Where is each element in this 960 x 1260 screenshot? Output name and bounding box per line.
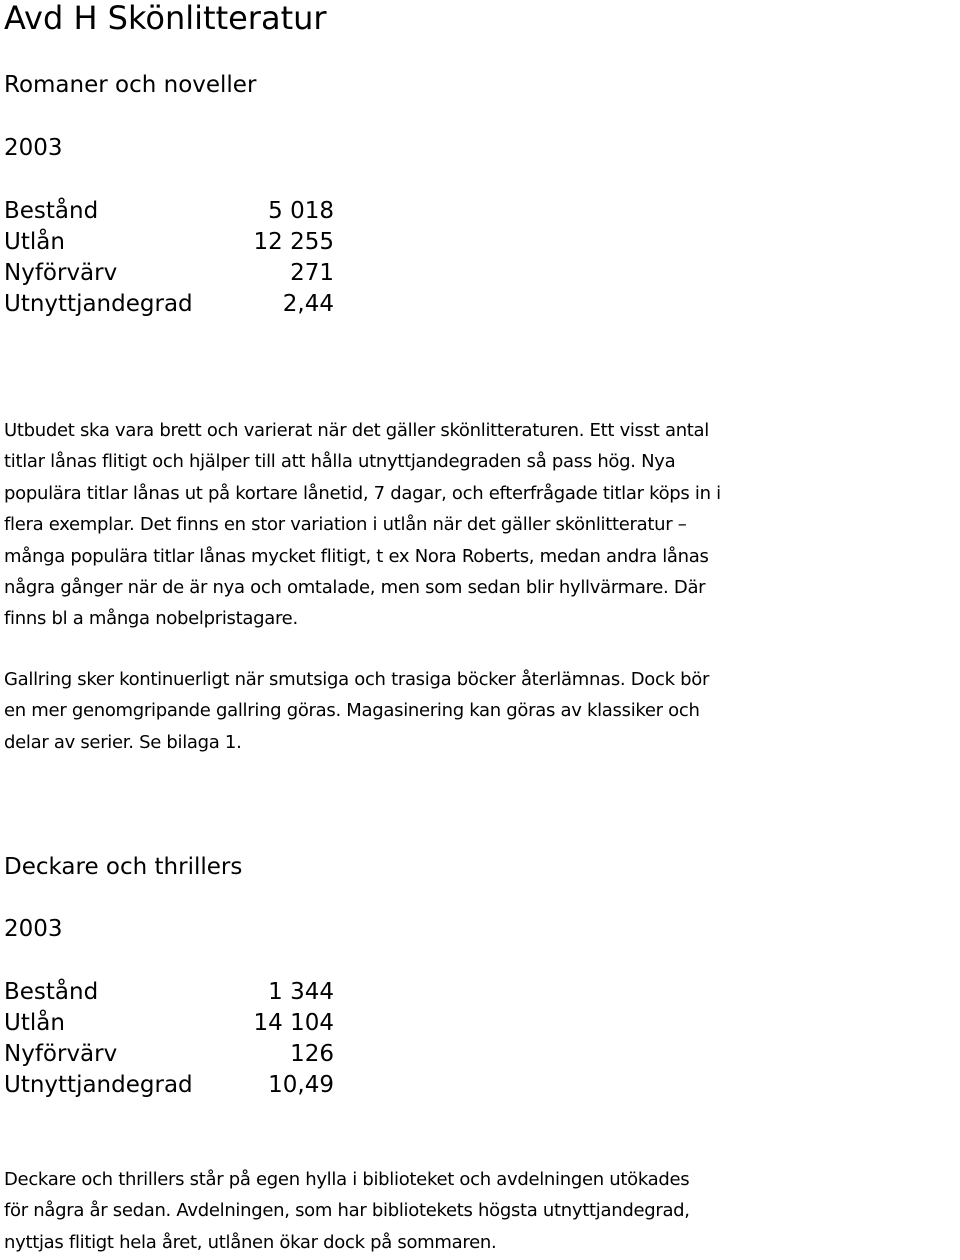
paragraph-line: Utbudet ska vara brett och varierat när det gäller skönlitteraturen. Ett visst antal [4, 420, 709, 441]
stat-label: Nyförvärv [4, 1041, 118, 1067]
paragraph-line: en mer genomgripande gallring göras. Magasinering kan göras av klassiker och [4, 700, 700, 722]
paragraph-line: flera exemplar. Det finns en stor variation i utlån när det gäller skönlitteratur – [4, 514, 687, 536]
body-paragraph [4, 1164, 960, 1258]
stat-value: 10,49 [268, 1072, 334, 1098]
paragraph-line: Deckare och thrillers står på egen hylla i biblioteket och avdelningen utökades [4, 1169, 690, 1190]
stat-value: 271 [290, 260, 334, 286]
paragraph-line: för några år sedan. Avdelningen, som har bibliotekets högsta utnyttjandegrad, [4, 1200, 690, 1222]
section-year: 2003 [4, 135, 63, 161]
stat-row [4, 1008, 334, 1039]
paragraph-line: några gånger när de är nya och omtalade, men som sedan blir hyllvärmare. Där [4, 577, 706, 599]
paragraph-line: populära titlar lånas ut på kortare lånetid, 7 dagar, och efterfrågade titlar köps in i [4, 482, 721, 504]
paragraph-line: många populära titlar lånas mycket flitigt, t ex Nora Roberts, medan andra lånas [4, 545, 709, 567]
stat-value: 12 255 [253, 229, 334, 255]
stat-label: Utnyttjandegrad [4, 291, 193, 317]
body-paragraph [4, 415, 960, 635]
stat-label: Nyförvärv [4, 260, 118, 286]
stat-row [4, 227, 334, 258]
section-year: 2003 [4, 916, 63, 942]
stat-row [4, 1039, 334, 1070]
stat-value: 1 344 [268, 979, 334, 1005]
section-heading-romaner: Romaner och noveller [4, 72, 257, 98]
stat-label: Bestånd [4, 979, 99, 1005]
section-heading-deckare: Deckare och thrillers [4, 854, 243, 880]
paragraph-line: titlar lånas flitigt och hjälper till att hålla utnyttjandegraden så pass hög. Nya [4, 451, 676, 473]
stat-label: Utlån [4, 229, 65, 255]
stats-table [4, 977, 334, 1101]
stat-row [4, 258, 334, 289]
body-paragraph [4, 664, 960, 758]
paragraph-line: nyttjas flitigt hela året, utlånen ökar dock på sommaren. [4, 1231, 497, 1253]
paragraph-line: Gallring sker kontinuerligt när smutsiga och trasiga böcker återlämnas. Dock bör [4, 669, 710, 690]
stat-label: Utnyttjandegrad [4, 1072, 193, 1098]
stat-label: Bestånd [4, 198, 99, 224]
stat-row [4, 289, 334, 320]
stat-value: 14 104 [253, 1010, 334, 1036]
stats-table [4, 196, 334, 320]
stat-row [4, 977, 334, 1008]
stat-label: Utlån [4, 1010, 65, 1036]
stat-value: 5 018 [268, 198, 334, 224]
stat-value: 2,44 [282, 291, 334, 317]
stat-value: 126 [290, 1041, 334, 1067]
stat-row [4, 196, 334, 227]
paragraph-line: delar av serier. Se bilaga 1. [4, 731, 242, 753]
page-title: Avd H Skönlitteratur [4, 0, 327, 37]
stat-row [4, 1070, 334, 1101]
paragraph-line: finns bl a många nobelpristagare. [4, 608, 298, 630]
